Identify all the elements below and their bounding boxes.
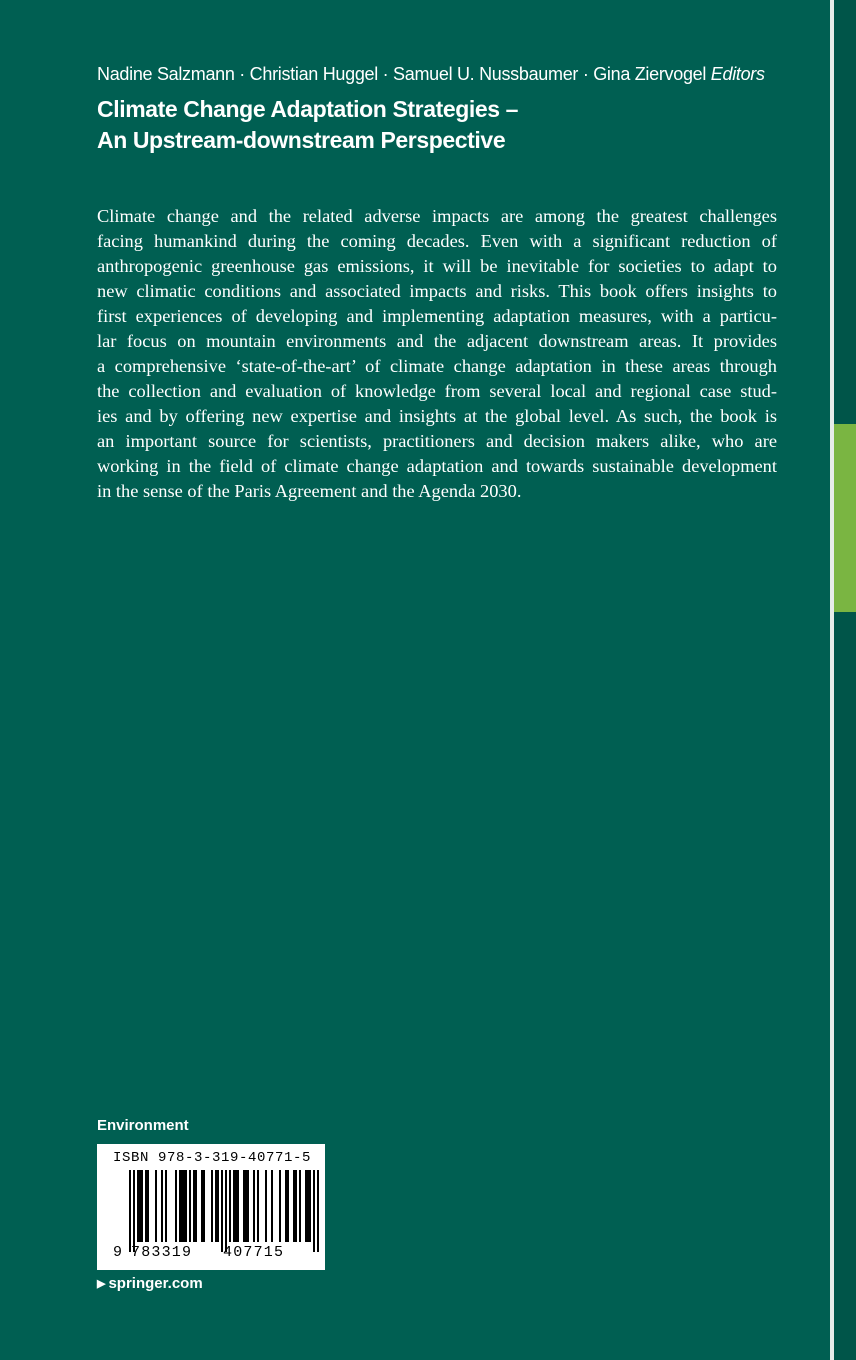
description-line: facing humankind during the coming decades. Even with a significant reduction of [97,231,777,251]
title-line-2: An Upstream-downstream Perspective [97,127,506,153]
description-line: anthropogenic greenhouse gas emissions, it will be inevitable for societies to adapt to [97,256,777,276]
barcode-bar [217,1170,219,1242]
editors-line [97,64,765,85]
barcode-guard-bar [313,1170,315,1252]
description-line: Climate change and the related adverse impacts are among the greatest challenges [97,206,777,226]
barcode-bar [295,1170,297,1242]
website-text: springer.com [108,1275,203,1292]
publisher-website[interactable] [97,1275,203,1292]
barcode-guard-bar [225,1170,227,1252]
isbn-label: ISBN 978-3-319-40771-5 [113,1150,312,1166]
barcode-bar [243,1170,245,1242]
barcode-bar [215,1170,217,1242]
barcode-bar [247,1170,249,1242]
barcode-bar [201,1170,203,1242]
description-line: working in the field of climate change adaptation and towards sustainable development [97,456,777,476]
barcode-bar [211,1170,213,1242]
barcode-guard-bar [317,1170,319,1252]
barcode-bar [193,1170,195,1242]
editors-role: Editors [710,64,765,84]
description-line: the collection and evaluation of knowledge from several local and regional case stud- [97,381,777,401]
spine-accent-stripe [834,424,856,612]
barcode-bar [287,1170,289,1242]
barcode-bar [279,1170,281,1242]
barcode-bar [245,1170,247,1242]
book-spine [834,0,856,1360]
barcode-bar [237,1170,239,1242]
barcode-bar [165,1170,167,1242]
description-line: ies and by offering new expertise and insights at the global level. As such, the book is [97,406,777,426]
barcode-bar [229,1170,231,1242]
barcode-bar [179,1170,181,1242]
barcode-bar [293,1170,295,1242]
description-line: in the sense of the Paris Agreement and the Agenda 2030. [97,481,522,501]
barcode-bar [307,1170,309,1242]
book-description [97,204,777,504]
ean-left-digits: 783319 [131,1244,193,1261]
isbn-barcode [97,1144,325,1270]
title-line-1: Climate Change Adaptation Strategies – [97,96,519,122]
barcode-guard-bar [133,1170,135,1252]
barcode-bar [309,1170,311,1242]
triangle-right-icon: ▶ [97,1278,106,1290]
barcode-bar [145,1170,147,1242]
barcode-bar [203,1170,205,1242]
ean-first-digit: 9 [113,1244,123,1261]
barcode-bar [233,1170,235,1242]
barcode-bar [141,1170,143,1242]
barcode-bar [299,1170,301,1242]
barcode-bar [147,1170,149,1242]
barcode-bar [271,1170,273,1242]
barcode-bar [139,1170,141,1242]
barcode-bar [185,1170,187,1242]
book-title [97,94,518,156]
description-line: first experiences of developing and implementing adaptation measures, with a particu- [97,306,777,326]
barcode-bar [183,1170,185,1242]
barcode-guard-bar [221,1170,223,1252]
description-line: new climatic conditions and associated impacts and risks. This book offers insights to [97,281,777,301]
ean-right-digits: 407715 [223,1244,285,1261]
barcode-bar [235,1170,237,1242]
barcode-bar [265,1170,267,1242]
barcode-bar [137,1170,139,1242]
barcode-guard-bar [129,1170,131,1252]
editor-names: Nadine Salzmann · Christian Huggel · Samuel U. Nussbaumer · Gina Ziervogel [97,64,707,84]
barcode-bar [305,1170,307,1242]
barcode-bar [155,1170,157,1242]
description-line: a comprehensive ‘state-of-the-art’ of climate change adaptation in these areas through [97,356,777,376]
barcode-bar [195,1170,197,1242]
barcode-bar [175,1170,177,1242]
description-line: an important source for scientists, practitioners and decision makers alike, who are [97,431,777,451]
barcode-bar [181,1170,183,1242]
barcode-bar [257,1170,259,1242]
barcode-bar [161,1170,163,1242]
barcode-bar [253,1170,255,1242]
barcode-bar [189,1170,191,1242]
barcode-bar [285,1170,287,1242]
subject-category: Environment [97,1117,189,1134]
description-line: lar focus on mountain environments and the adjacent downstream areas. It provides [97,331,777,351]
